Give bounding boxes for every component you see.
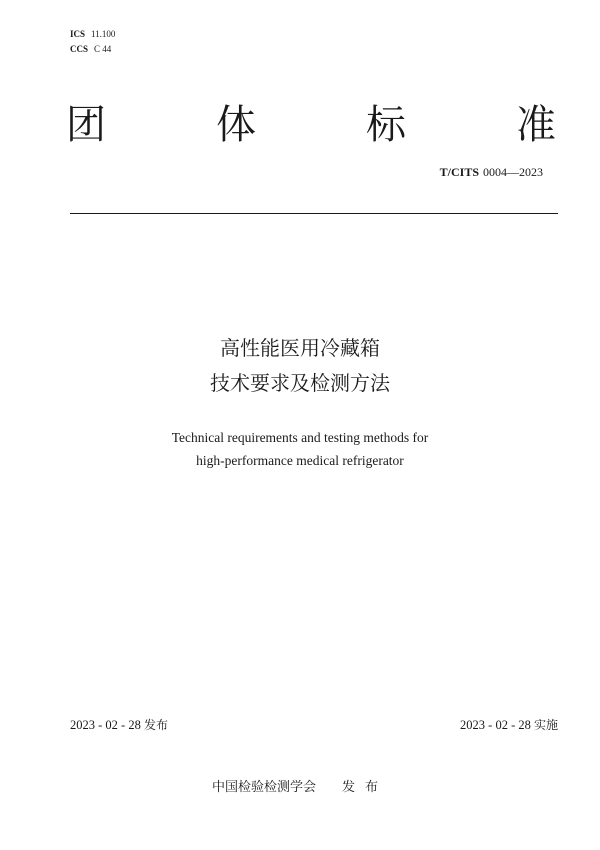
issue-date-label: 发布	[143, 718, 168, 732]
standard-number	[440, 165, 543, 180]
standard-number-value: 0004—2023	[483, 165, 543, 179]
standard-type-char: 团	[66, 102, 106, 148]
english-title-line-2: high-performance medical refrigerator	[196, 453, 404, 468]
ccs-code: C 44	[94, 44, 112, 54]
publisher	[0, 776, 600, 795]
standard-number-prefix: T/CITS	[439, 165, 479, 179]
implementation-date-label: 实施	[533, 718, 558, 732]
publisher-action: 发布	[342, 780, 389, 795]
implementation-date	[460, 716, 558, 733]
ccs-label: CCS	[70, 44, 89, 54]
ics-code: 11.100	[91, 29, 116, 39]
header-divider	[70, 213, 558, 214]
chinese-title-line-2: 技术要求及检测方法	[210, 371, 390, 395]
ccs-classification	[70, 44, 111, 55]
publisher-organization: 中国检验检测学会	[211, 780, 316, 795]
standard-type-heading	[66, 100, 556, 150]
ics-label: ICS	[70, 29, 86, 39]
standard-type-char: 准	[516, 102, 556, 148]
english-title-line-1: Technical requirements and testing methods for	[171, 430, 429, 445]
ics-classification	[70, 29, 115, 40]
implementation-date-value: 2023 - 02 - 28	[460, 718, 531, 732]
standard-type-char: 标	[366, 102, 406, 148]
issue-date-value: 2023 - 02 - 28	[70, 718, 141, 732]
standard-type-char: 体	[216, 102, 256, 148]
chinese-title-line-1: 高性能医用冷藏箱	[220, 336, 380, 360]
issue-date	[70, 716, 168, 733]
